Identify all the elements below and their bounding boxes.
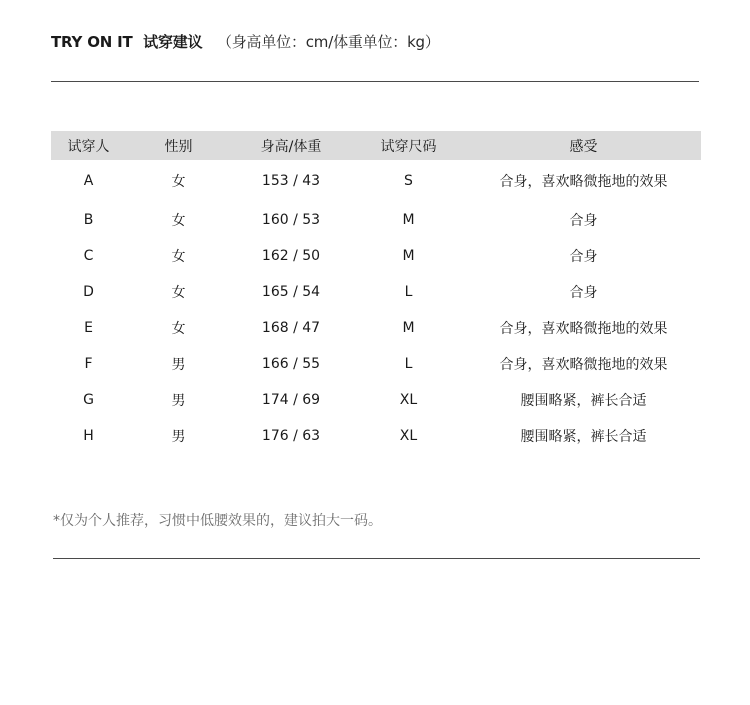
cell-feeling: 合身，喜欢略微拖地的效果 (499, 357, 668, 373)
cell-height-weight: 176 / 63 (261, 428, 321, 444)
cell-height-weight: 153 / 43 (261, 173, 321, 189)
cell-gender: 男 (171, 393, 186, 409)
cell-size: S (404, 173, 413, 189)
cell-gender: 女 (171, 285, 186, 301)
cell-feeling: 合身 (569, 285, 598, 301)
cell-person: D (83, 284, 94, 300)
cell-gender: 女 (171, 249, 186, 265)
table-row (51, 238, 701, 274)
page-title (51, 32, 440, 52)
cell-gender: 男 (171, 357, 186, 373)
cell-height-weight: 174 / 69 (261, 392, 321, 408)
cell-size: M (402, 212, 415, 228)
table-row (51, 202, 701, 238)
cell-height-weight: 162 / 50 (261, 248, 321, 264)
bottom-divider (53, 558, 700, 559)
cell-size: M (402, 248, 415, 264)
cell-gender: 女 (171, 213, 186, 229)
cell-person: E (84, 320, 93, 336)
cell-feeling: 腰围略紧，裤长合适 (520, 393, 647, 409)
title-chinese: 试穿建议 (143, 33, 203, 51)
recommendation-note: *仅为个人推荐，习惯中低腰效果的，建议拍大一码。 (53, 513, 382, 529)
cell-person: H (83, 428, 94, 444)
cell-size: M (402, 320, 415, 336)
table-row (51, 418, 701, 454)
cell-feeling: 合身，喜欢略微拖地的效果 (499, 174, 668, 190)
table-row (51, 310, 701, 346)
cell-height-weight: 168 / 47 (261, 320, 321, 336)
title-unit-note: （身高单位：cm/体重单位：kg） (216, 33, 440, 51)
cell-person: B (83, 212, 94, 228)
header-feeling: 感受 (569, 138, 598, 155)
cell-feeling: 合身 (569, 213, 598, 229)
cell-gender: 女 (171, 321, 186, 337)
top-divider (51, 81, 699, 82)
cell-height-weight: 165 / 54 (261, 284, 321, 300)
cell-person: F (84, 356, 93, 372)
cell-height-weight: 160 / 53 (261, 212, 321, 228)
table-header (51, 131, 701, 160)
cell-feeling: 合身，喜欢略微拖地的效果 (499, 321, 668, 337)
cell-gender: 女 (171, 174, 186, 190)
header-size: 试穿尺码 (380, 138, 437, 155)
cell-size: L (404, 284, 413, 300)
cell-size: XL (399, 392, 418, 408)
cell-person: C (83, 248, 94, 264)
table-row (51, 274, 701, 310)
cell-person: G (83, 392, 94, 408)
table-row (51, 346, 701, 382)
cell-person: A (83, 173, 94, 189)
header-person: 试穿人 (67, 138, 110, 155)
header-gender: 性别 (164, 138, 193, 155)
table-row (51, 160, 701, 202)
cell-height-weight: 166 / 55 (261, 356, 321, 372)
cell-size: XL (399, 428, 418, 444)
table-body (51, 160, 701, 454)
size-trial-table (51, 131, 701, 454)
cell-size: L (404, 356, 413, 372)
cell-gender: 男 (171, 429, 186, 445)
table-row (51, 382, 701, 418)
header-height-weight: 身高/体重 (260, 138, 322, 155)
cell-feeling: 合身 (569, 249, 598, 265)
cell-feeling: 腰围略紧，裤长合适 (520, 429, 647, 445)
title-english: TRY ON IT (51, 33, 133, 51)
